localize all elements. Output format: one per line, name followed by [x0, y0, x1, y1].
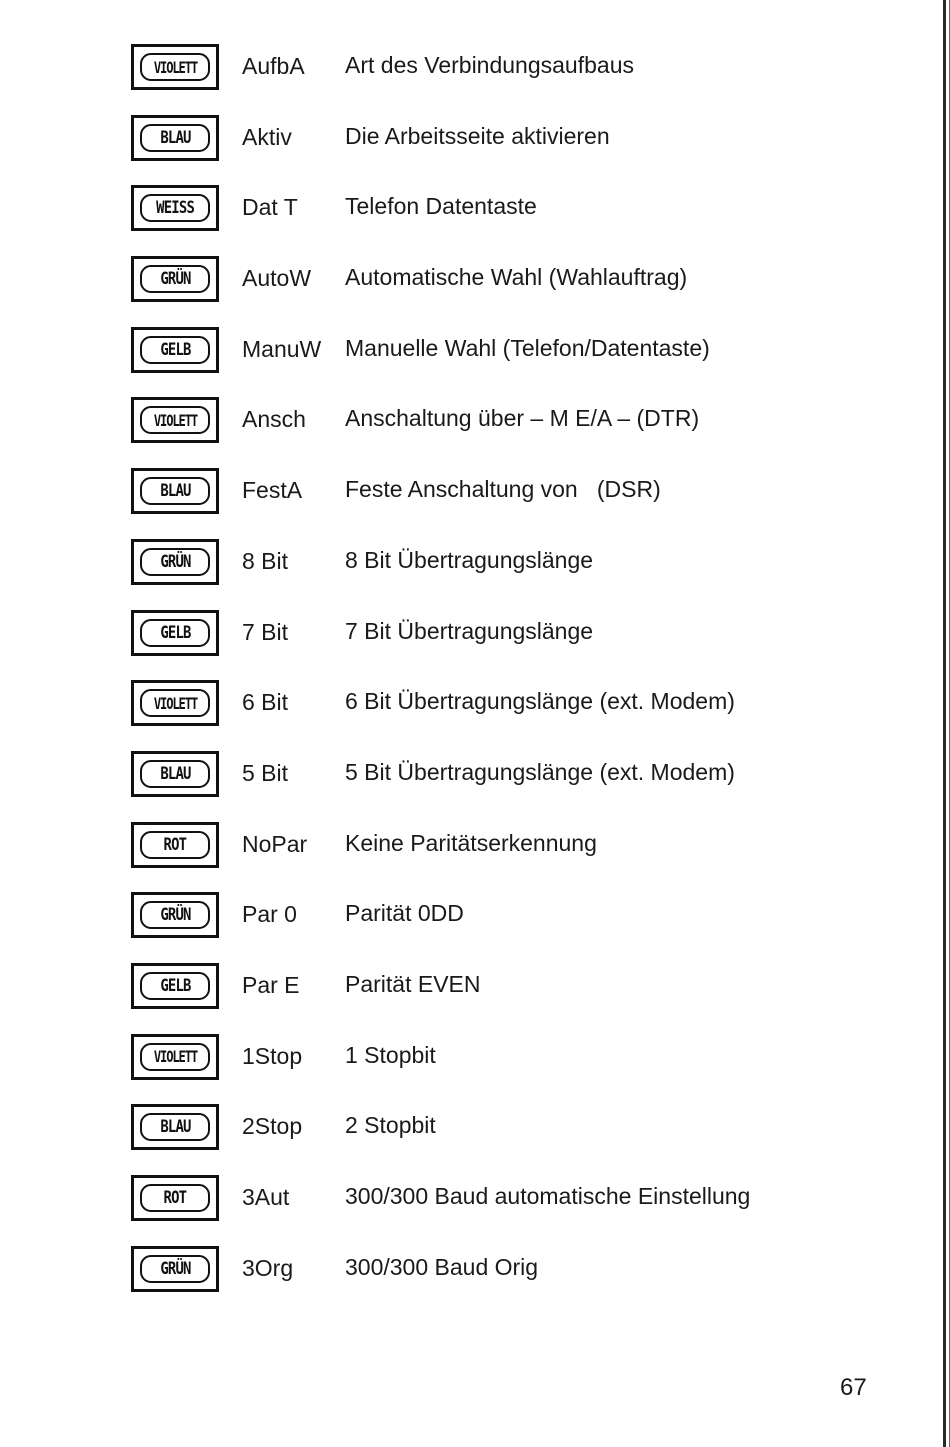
table-row — [131, 610, 891, 681]
function-description: Telefon Datentaste — [345, 193, 537, 220]
key-label: VIOLETT — [153, 693, 197, 713]
function-code: 3Org — [242, 1254, 294, 1281]
key-label: BLAU — [159, 763, 191, 784]
key-label: GRÜN — [159, 905, 191, 926]
color-key-icon — [131, 185, 219, 231]
table-row — [131, 1175, 891, 1246]
key-label: GELB — [159, 975, 191, 996]
key-function-table — [131, 44, 891, 1316]
table-row — [131, 1246, 891, 1317]
key-label: BLAU — [159, 1117, 191, 1138]
key-label: VIOLETT — [153, 57, 197, 77]
function-description: Automatische Wahl (Wahlauftrag) — [345, 264, 688, 291]
color-key-icon — [131, 610, 219, 656]
key-label: VIOLETT — [153, 1047, 197, 1067]
color-key-icon — [131, 1034, 219, 1080]
color-key-icon — [131, 327, 219, 373]
key-label: ROT — [163, 1188, 187, 1208]
key-label: GRÜN — [159, 269, 191, 290]
color-key-icon — [131, 44, 219, 90]
color-key-icon — [131, 256, 219, 302]
color-key-icon — [131, 963, 219, 1009]
function-description: 7 Bit Übertragungslänge — [345, 617, 594, 644]
color-key-icon — [131, 1175, 219, 1221]
table-row — [131, 892, 891, 963]
key-label: VIOLETT — [153, 410, 197, 430]
function-code: 2Stop — [242, 1113, 303, 1140]
function-description: Parität EVEN — [345, 970, 481, 997]
table-row — [131, 680, 891, 751]
function-code: Aktiv — [242, 123, 292, 150]
function-code: Par 0 — [242, 901, 297, 928]
color-key-icon — [131, 115, 219, 161]
table-row — [131, 115, 891, 186]
table-row — [131, 44, 891, 115]
page-edge-rule — [943, 0, 946, 1447]
color-key-icon — [131, 751, 219, 797]
color-key-icon — [131, 397, 219, 443]
color-key-icon — [131, 1104, 219, 1150]
function-code: NoPar — [242, 830, 308, 857]
table-row — [131, 539, 891, 610]
function-description: Art des Verbindungsaufbaus — [345, 52, 634, 78]
function-code: FestA — [242, 477, 303, 504]
color-key-icon — [131, 539, 219, 585]
function-description: 8 Bit Übertragungslänge — [345, 546, 594, 573]
function-description: 300/300 Baud Orig — [345, 1253, 539, 1280]
key-label: GRÜN — [159, 551, 191, 572]
function-code: Par E — [242, 971, 300, 998]
function-description: 5 Bit Übertragungslänge (ext. Modem) — [345, 758, 735, 785]
function-code: 5 Bit — [242, 759, 289, 786]
function-description: 2 Stopbit — [345, 1112, 436, 1139]
table-row — [131, 1104, 891, 1175]
key-label: GELB — [159, 622, 191, 643]
color-key-icon — [131, 822, 219, 868]
key-label: BLAU — [159, 481, 191, 502]
function-code: 1Stop — [242, 1042, 303, 1069]
table-row — [131, 256, 891, 327]
color-key-icon — [131, 680, 219, 726]
function-description: 6 Bit Übertragungslänge (ext. Modem) — [345, 688, 735, 715]
function-code: 6 Bit — [242, 689, 289, 716]
color-key-icon — [131, 892, 219, 938]
table-row — [131, 1034, 891, 1105]
function-description: Feste Anschaltung von (DSR) — [345, 476, 661, 503]
key-label: GELB — [159, 339, 191, 360]
color-key-icon — [131, 468, 219, 514]
color-key-icon — [131, 1246, 219, 1292]
function-description: 300/300 Baud automatische Einstellung — [345, 1183, 751, 1209]
table-row — [131, 822, 891, 893]
table-row — [131, 963, 891, 1034]
function-code: Dat T — [242, 194, 298, 221]
key-label: BLAU — [159, 127, 191, 148]
table-row — [131, 468, 891, 539]
function-code: 7 Bit — [242, 618, 289, 645]
function-description: Parität 0DD — [345, 900, 464, 927]
function-code: AufbA — [242, 53, 305, 79]
function-code: ManuW — [242, 335, 322, 362]
function-description: Manuelle Wahl (Telefon/Datentaste) — [345, 334, 710, 361]
function-description: Anschaltung über – M E/A – (DTR) — [345, 405, 700, 432]
key-label: WEISS — [156, 198, 194, 219]
table-row — [131, 751, 891, 822]
function-code: 8 Bit — [242, 547, 289, 574]
function-code: 3Aut — [242, 1184, 290, 1210]
key-label: ROT — [163, 834, 187, 855]
key-label: GRÜN — [159, 1258, 191, 1279]
function-description: Die Arbeitsseite aktivieren — [345, 122, 610, 149]
table-row — [131, 397, 891, 468]
function-code: AutoW — [242, 265, 312, 292]
table-row — [131, 327, 891, 398]
function-description: 1 Stopbit — [345, 1041, 436, 1068]
function-code: Ansch — [242, 406, 306, 433]
function-description: Keine Paritätserkennung — [345, 829, 597, 856]
page-number: 67 — [840, 1374, 867, 1401]
table-row — [131, 185, 891, 256]
